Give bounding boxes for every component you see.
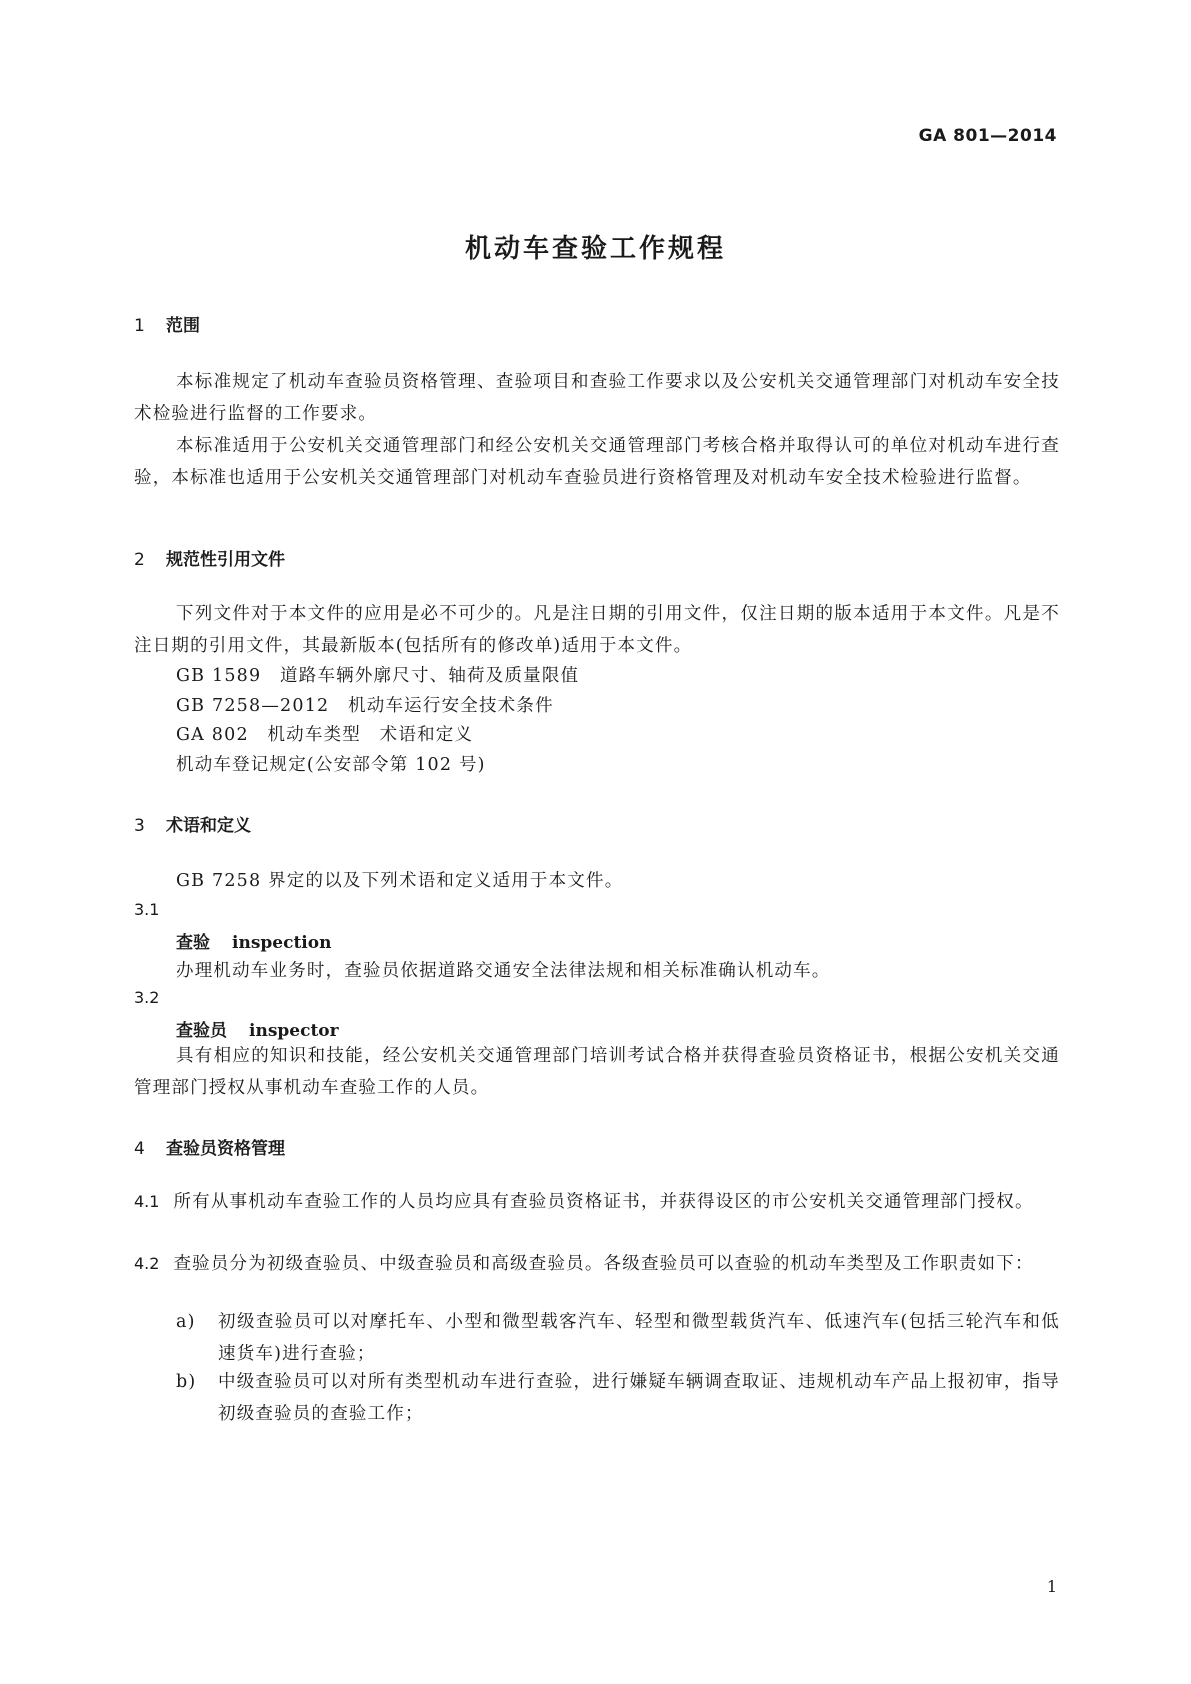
section-1-paragraph-1: 本标准规定了机动车查验员资格管理、查验项目和查验工作要求以及公安机关交通管理部门对机动车安全技术检验进行监督的工作要求。 [134, 372, 1060, 424]
term-number: 3.2 [134, 988, 160, 1007]
clause-number: 4.2 [134, 1254, 160, 1273]
section-1-paragraph-2: 本标准适用于公安机关交通管理部门和经公安机关交通管理部门考核合格并取得认可的单位对机动车进行查验，本标准也适用于公安机关交通管理部门对机动车查验员进行资格管理及对机动车安全技术检验进行监督。 [134, 436, 1060, 488]
section-title: 术语和定义 [166, 816, 251, 836]
term-name [176, 928, 331, 953]
document-title: 机动车查验工作规程 [464, 234, 726, 264]
section-number: 1 [134, 316, 145, 336]
reference-item: GA 802 机动车类型 术语和定义 [176, 725, 474, 745]
clause-text: 查验员分为初级查验员、中级查验员和高级查验员。各级查验员可以查验的机动车类型及工作职责如下： [173, 1254, 1034, 1274]
term-name-en: inspection [232, 933, 332, 953]
section-2-intro: 下列文件对于本文件的应用是必不可少的。凡是注日期的引用文件，仅注日期的版本适用于本文件。凡是不注日期的引用文件，其最新版本(包括所有的修改单)适用于本文件。 [134, 604, 1060, 656]
reference-item: 机动车登记规定(公安部令第 102 号) [176, 755, 486, 775]
reference-item: GB 7258—2012 机动车运行安全技术条件 [176, 696, 554, 716]
standard-number: GA 801—2014 [918, 126, 1057, 146]
list-marker: a) [176, 1312, 196, 1332]
section-number: 4 [134, 1139, 145, 1159]
list-marker: b) [176, 1372, 197, 1392]
list-text: 中级查验员可以对所有类型机动车进行查验，进行嫌疑车辆调查取证、违规机动车产品上报初审，指导初级查验员的查验工作； [218, 1372, 1060, 1424]
term-name-zh: 查验 [176, 933, 210, 953]
term-definition: 具有相应的知识和技能，经公安机关交通管理部门培训考试合格并获得查验员资格证书，根据公安机关交通管理部门授权从事机动车查验工作的人员。 [134, 1046, 1060, 1098]
section-3-intro: GB 7258 界定的以及下列术语和定义适用于本文件。 [176, 871, 624, 891]
section-2-heading [134, 545, 285, 570]
clause-4-1 [134, 1186, 1060, 1218]
term-definition: 办理机动车业务时，查验员依据道路交通安全法律法规和相关标准确认机动车。 [176, 961, 831, 981]
section-title: 范围 [166, 316, 200, 336]
section-title: 查验员资格管理 [166, 1139, 285, 1159]
section-title: 规范性引用文件 [166, 550, 285, 570]
term-name-zh: 查验员 [176, 1021, 227, 1041]
term-name [176, 1016, 339, 1041]
section-number: 2 [134, 550, 145, 570]
section-1-heading [134, 311, 200, 336]
reference-item: GB 1589 道路车辆外廓尺寸、轴荷及质量限值 [176, 666, 580, 686]
list-item-a [176, 1306, 1060, 1370]
section-number: 3 [134, 816, 145, 836]
list-text: 初级查验员可以对摩托车、小型和微型载客汽车、轻型和微型载货汽车、低速汽车(包括三轮汽车和低速货车)进行查验； [218, 1312, 1060, 1364]
page-number: 1 [1046, 1577, 1057, 1596]
term-number: 3.1 [134, 900, 160, 919]
section-4-heading [134, 1134, 285, 1159]
clause-number: 4.1 [134, 1192, 160, 1211]
term-name-en: inspector [249, 1021, 339, 1041]
section-3-heading [134, 811, 251, 836]
list-item-b [176, 1366, 1060, 1430]
clause-text: 所有从事机动车查验工作的人员均应具有查验员资格证书，并获得设区的市公安机关交通管理部门授权。 [173, 1192, 1034, 1212]
clause-4-2 [134, 1248, 1060, 1280]
